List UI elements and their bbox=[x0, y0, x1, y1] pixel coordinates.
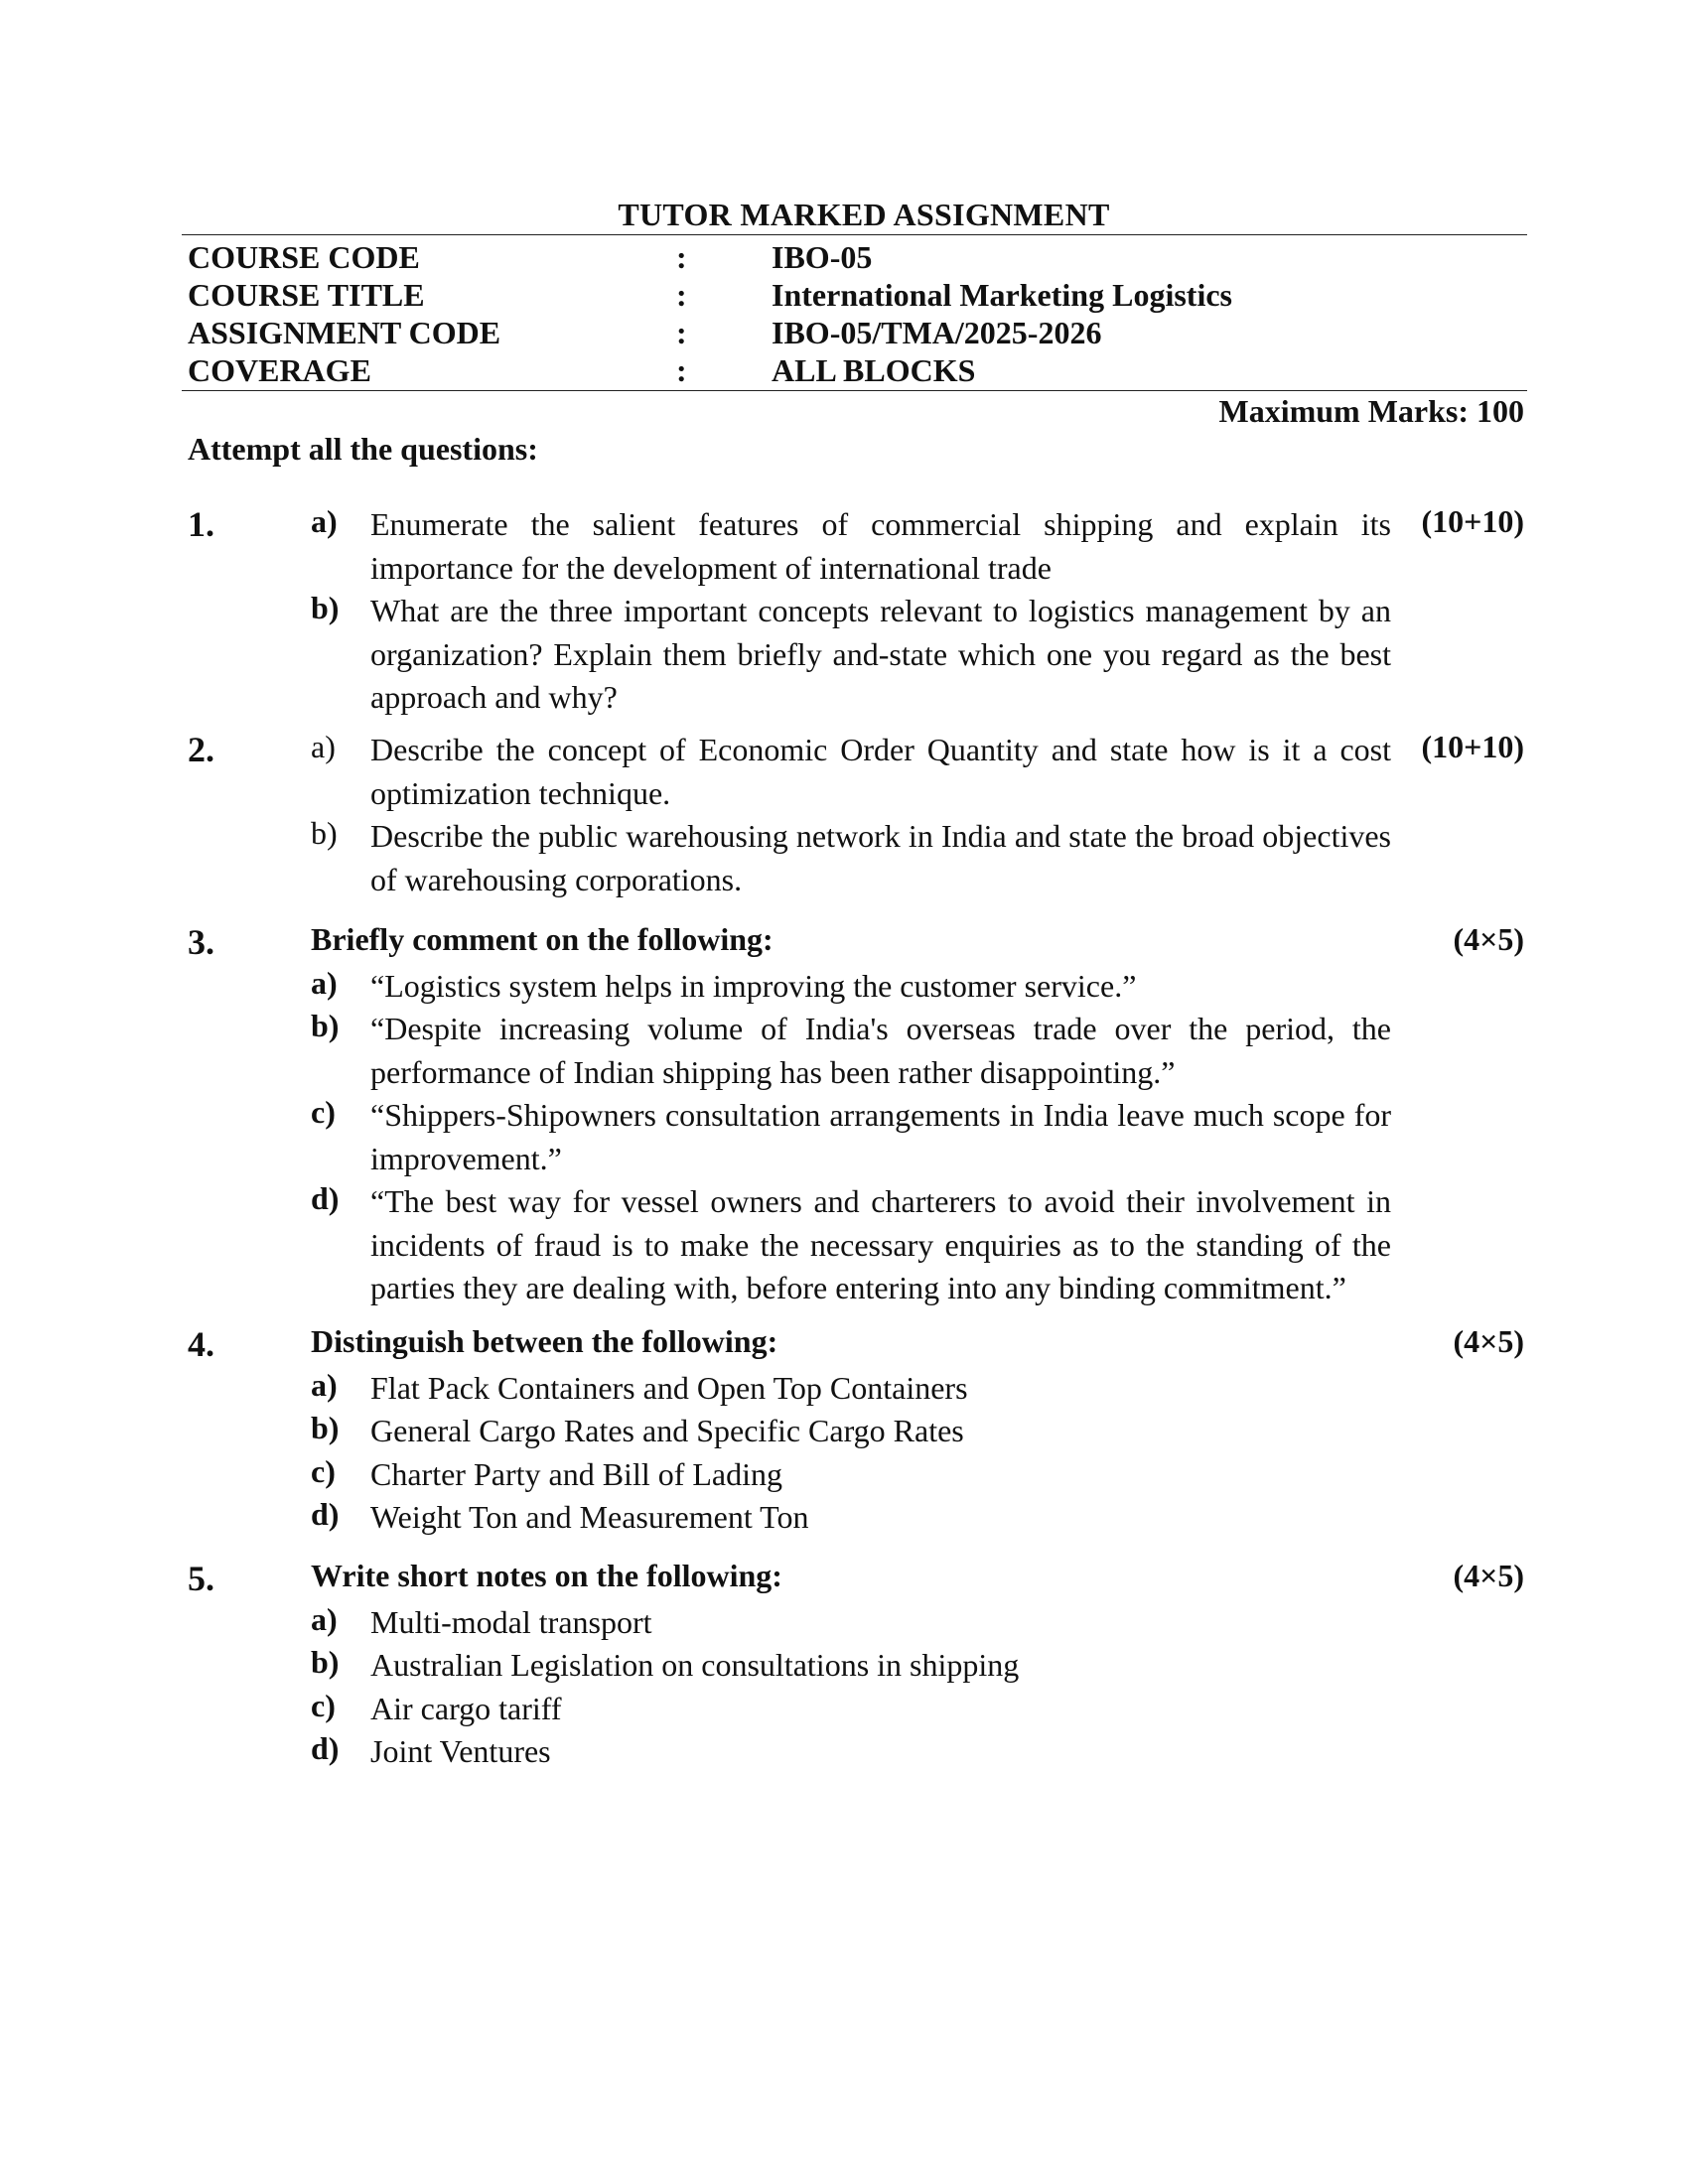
header-bottom-rule bbox=[182, 390, 1527, 391]
item-text: Describe the concept of Economic Order Quantity and state how is it a cost optimization technique. bbox=[370, 732, 1391, 811]
question-heading: Write short notes on the following: bbox=[311, 1558, 782, 1593]
meta-row-course-title bbox=[182, 277, 1527, 315]
question-heading: Briefly comment on the following: bbox=[311, 921, 774, 957]
meta-row-course-code bbox=[182, 239, 1527, 277]
item-text: “The best way for vessel owners and charterers to avoid their involvement in incidents of fraud is to make the necessary enquiries as to the standing of the parties they are dealing with, before entering into any binding commitment.” bbox=[370, 1183, 1391, 1305]
header-top-rule bbox=[182, 234, 1527, 235]
item-label: a) bbox=[311, 503, 338, 539]
item-text: Australian Legislation on consultations in shipping bbox=[370, 1647, 1020, 1683]
question-marks: (10+10) bbox=[1421, 729, 1524, 764]
maximum-marks: Maximum Marks: 100 bbox=[1218, 393, 1524, 429]
item-label: b) bbox=[311, 590, 340, 625]
meta-key: COURSE CODE bbox=[188, 239, 420, 275]
item-label: a) bbox=[311, 1367, 338, 1403]
item-text: Flat Pack Containers and Open Top Containers bbox=[370, 1370, 968, 1406]
item-text: Weight Ton and Measurement Ton bbox=[370, 1499, 809, 1535]
item-label: b) bbox=[311, 1008, 340, 1043]
item-label: c) bbox=[311, 1094, 336, 1130]
item-label: d) bbox=[311, 1180, 340, 1216]
item-label: a) bbox=[311, 965, 338, 1001]
meta-value: International Marketing Logistics bbox=[772, 277, 1232, 313]
question-heading: Distinguish between the following: bbox=[311, 1323, 778, 1359]
item-text: “Despite increasing volume of India's overseas trade over the period, the performance of Indian shipping has been rather disappointing.” bbox=[370, 1011, 1391, 1090]
page-title: TUTOR MARKED ASSIGNMENT bbox=[618, 197, 1110, 232]
item-label: b) bbox=[311, 1644, 340, 1680]
item-text: General Cargo Rates and Specific Cargo Rates bbox=[370, 1413, 964, 1448]
meta-row-assignment-code bbox=[182, 315, 1527, 352]
meta-key: COVERAGE bbox=[188, 352, 371, 388]
item-text: Joint Ventures bbox=[370, 1733, 551, 1769]
question-marks: (10+10) bbox=[1421, 503, 1524, 539]
question-number: 2. bbox=[188, 730, 214, 769]
meta-row-coverage bbox=[182, 352, 1527, 390]
question-number: 3. bbox=[188, 922, 214, 962]
item-label: b) bbox=[311, 1410, 340, 1445]
question-number: 1. bbox=[188, 504, 214, 544]
item-text: Air cargo tariff bbox=[370, 1691, 562, 1726]
item-label: d) bbox=[311, 1730, 340, 1766]
meta-separator: : bbox=[676, 277, 687, 313]
meta-separator: : bbox=[676, 239, 687, 275]
item-text: “Logistics system helps in improving the customer service.” bbox=[370, 968, 1137, 1004]
item-text: Charter Party and Bill of Lading bbox=[370, 1456, 783, 1492]
item-label: a) bbox=[311, 729, 336, 764]
item-label: c) bbox=[311, 1688, 336, 1723]
item-label: b) bbox=[311, 815, 338, 851]
item-text: What are the three important concepts relevant to logistics management by an organization? Explain them briefly and-state which one you regard as the best approach and why? bbox=[370, 593, 1391, 715]
meta-separator: : bbox=[676, 315, 687, 350]
meta-key: COURSE TITLE bbox=[188, 277, 425, 313]
question-marks: (4×5) bbox=[1453, 921, 1524, 957]
question-marks: (4×5) bbox=[1453, 1323, 1524, 1359]
item-label: c) bbox=[311, 1453, 336, 1489]
item-text: Multi-modal transport bbox=[370, 1604, 652, 1640]
item-label: a) bbox=[311, 1601, 338, 1637]
meta-value: ALL BLOCKS bbox=[772, 352, 976, 388]
question-marks: (4×5) bbox=[1453, 1558, 1524, 1593]
item-text: “Shippers-Shipowners consultation arrangements in India leave much scope for improvement.” bbox=[370, 1097, 1391, 1176]
instructions: Attempt all the questions: bbox=[188, 431, 538, 467]
meta-value: IBO-05/TMA/2025-2026 bbox=[772, 315, 1102, 350]
meta-value: IBO-05 bbox=[772, 239, 873, 275]
item-label: d) bbox=[311, 1496, 340, 1532]
question-number: 5. bbox=[188, 1559, 214, 1598]
item-text: Describe the public warehousing network in India and state the broad objectives of warehousing corporations. bbox=[370, 818, 1391, 897]
meta-separator: : bbox=[676, 352, 687, 388]
item-text: Enumerate the salient features of commercial shipping and explain its importance for the development of international trade bbox=[370, 506, 1391, 586]
meta-key: ASSIGNMENT CODE bbox=[188, 315, 501, 350]
question-number: 4. bbox=[188, 1324, 214, 1364]
